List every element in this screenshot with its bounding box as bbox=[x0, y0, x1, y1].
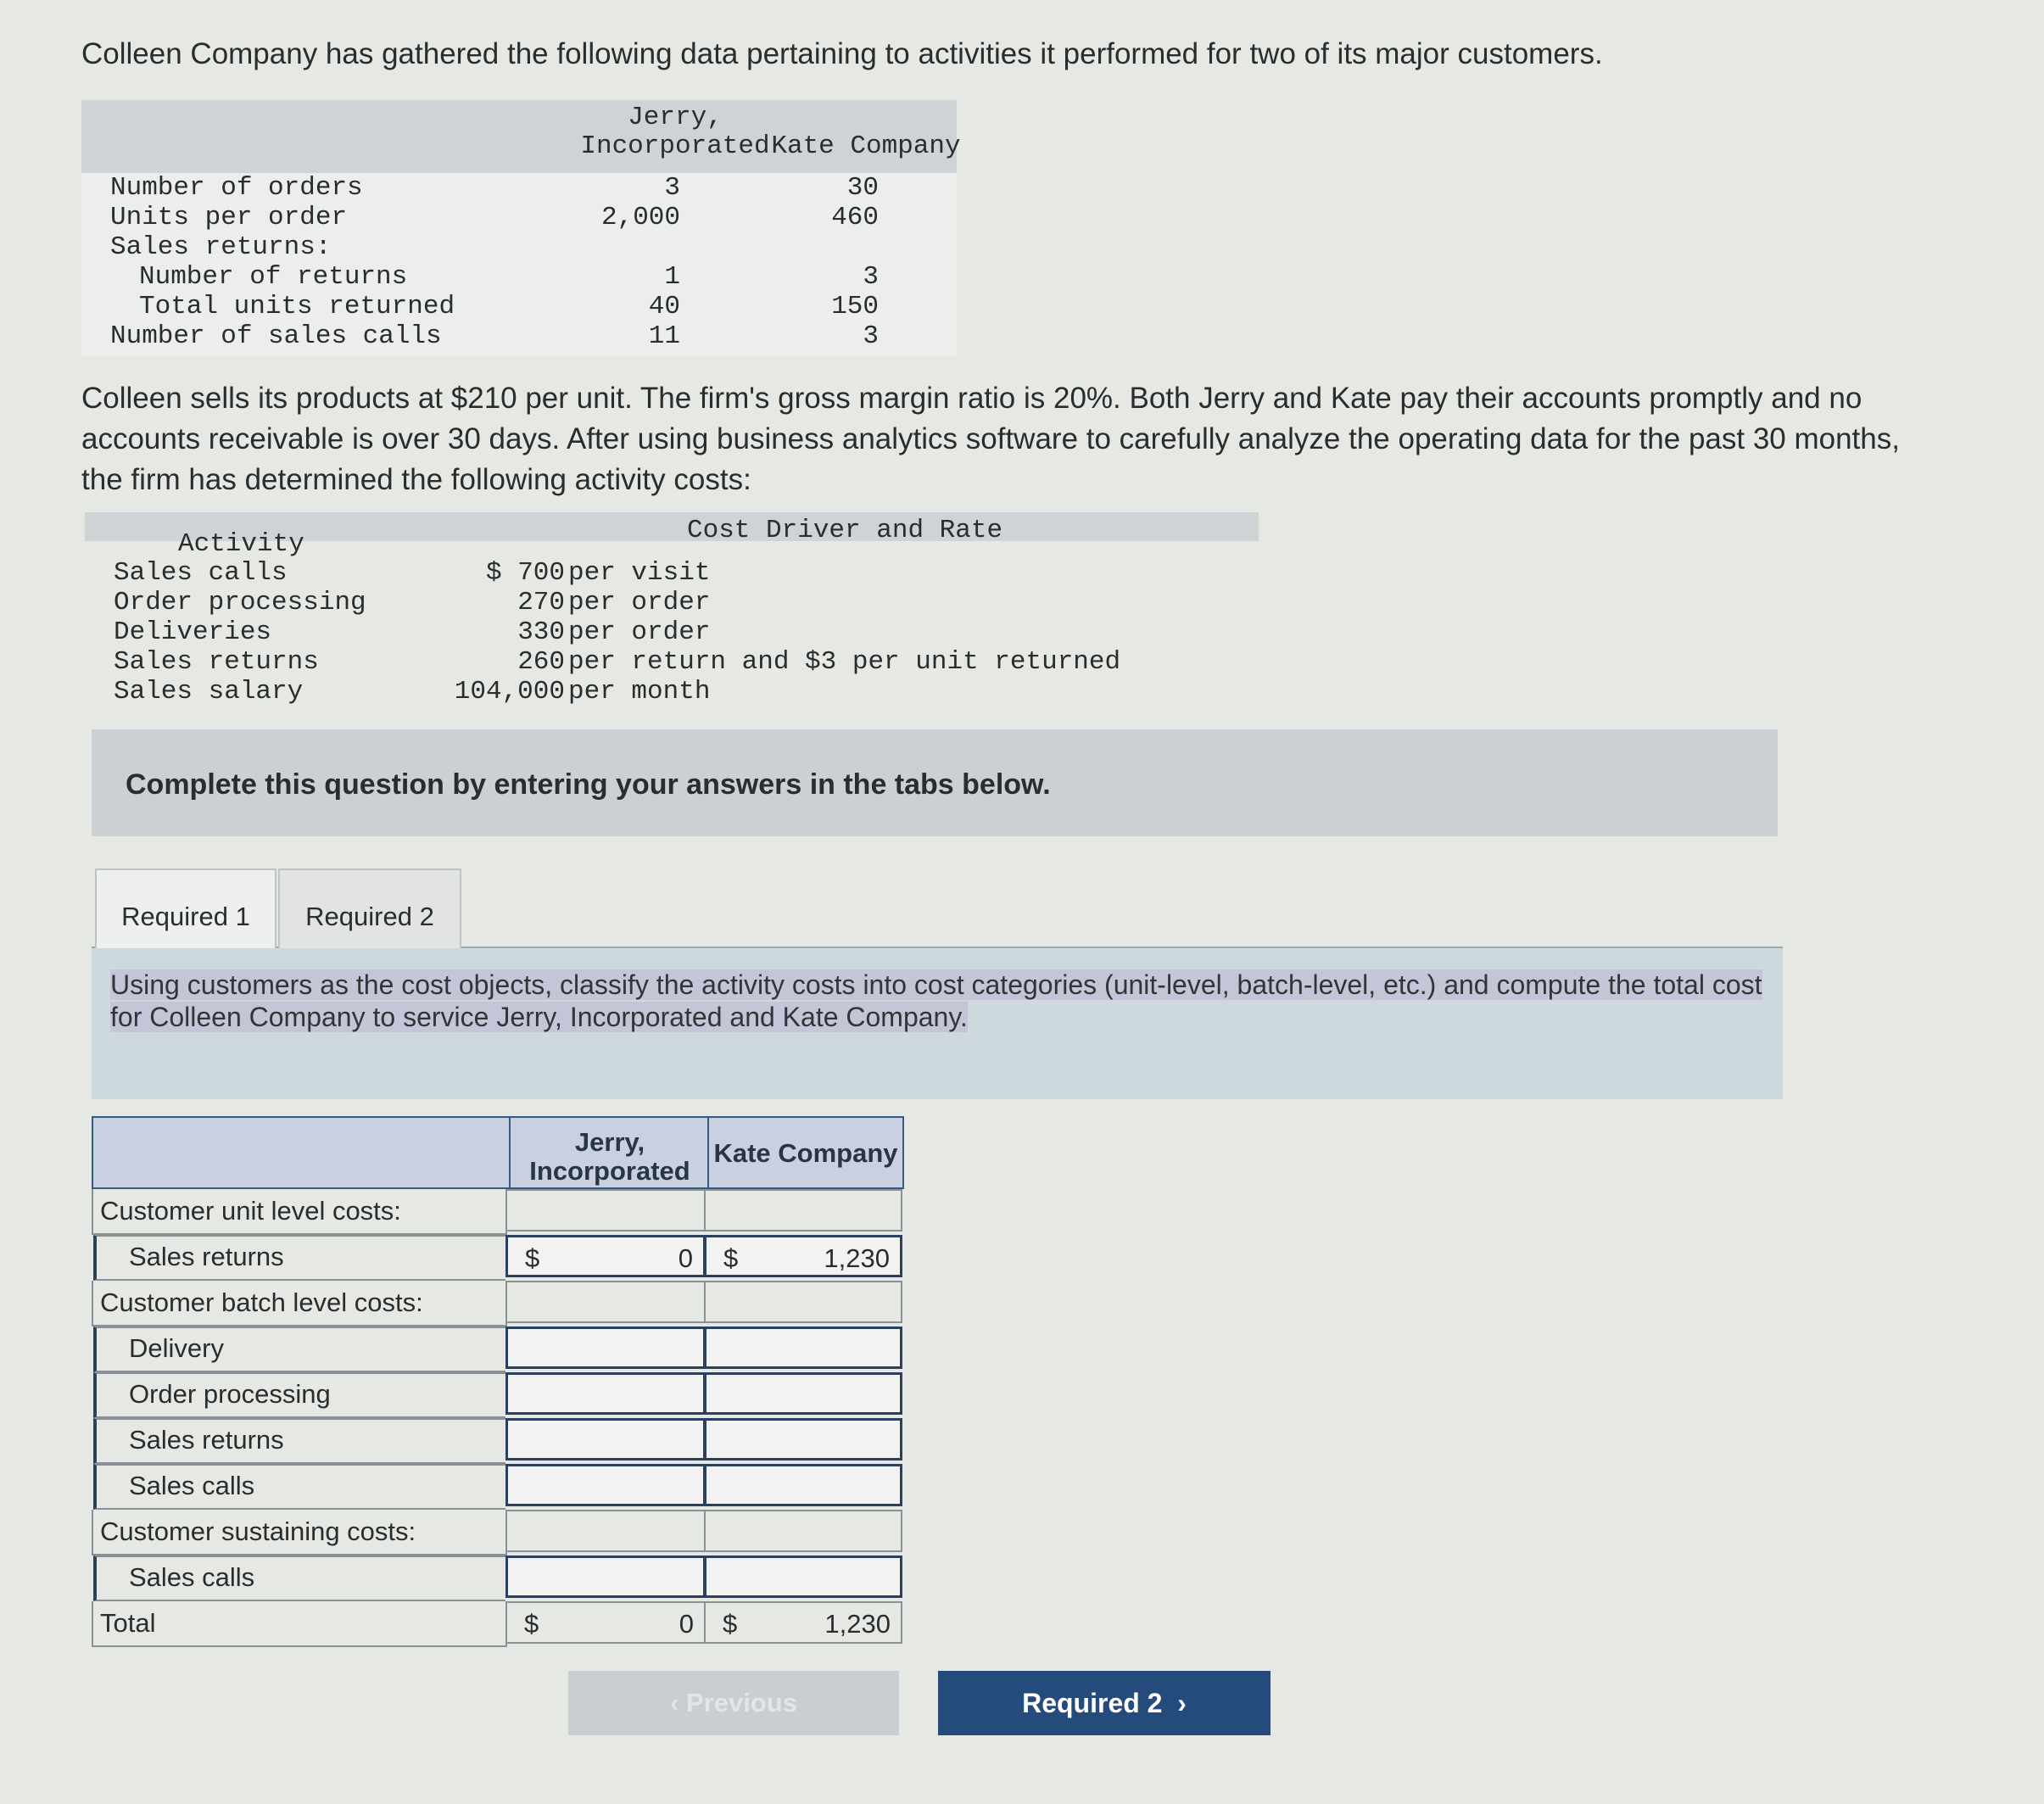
pricing-paragraph: Colleen sells its products at $210 per unit. The firm's gross margin ratio is 20%. Both Jerry and Kate pay their accounts promptly and no accounts receivable is over 30 days. After using business analytics software to carefully analyze the operating data for the past 30 months, the firm has determined the following activity costs: bbox=[81, 382, 1900, 496]
currency-symbol: $ bbox=[723, 1609, 738, 1639]
activity-label: Sales salary bbox=[114, 677, 304, 707]
kate-value: 1,230 bbox=[824, 1243, 890, 1273]
kate-input[interactable] bbox=[704, 1235, 902, 1277]
jerry-header-line2: Incorporated bbox=[580, 131, 770, 161]
rate-value: 270 bbox=[517, 588, 565, 617]
band-text: Complete this question by entering your answers in the tabs below. bbox=[126, 768, 1051, 801]
table-row bbox=[92, 1235, 904, 1281]
rate-value: $ 700 bbox=[485, 558, 565, 588]
kate-value: 30 bbox=[846, 173, 879, 203]
tab-required-1[interactable]: Required 1 bbox=[95, 868, 276, 963]
driver-text: per visit bbox=[568, 558, 711, 588]
required-2-button[interactable] bbox=[938, 1671, 1271, 1735]
section-row-sustaining bbox=[92, 1510, 904, 1555]
row-label: Sales calls bbox=[129, 1471, 255, 1500]
previous-button[interactable] bbox=[568, 1671, 899, 1735]
table-row bbox=[92, 1326, 904, 1372]
row-label: Sales returns bbox=[129, 1425, 284, 1455]
activity-label: Deliveries bbox=[114, 617, 272, 647]
row-label: Total units returned bbox=[139, 292, 455, 321]
jerry-column-header-line1: Jerry, bbox=[574, 1127, 645, 1157]
jerry-value: 0 bbox=[678, 1243, 693, 1273]
row-label: Sales returns: bbox=[110, 232, 332, 262]
intro-text: Colleen Company has gathered the following data pertaining to activities it performed for two of its major customers. bbox=[81, 37, 1603, 70]
customer-data-header bbox=[81, 100, 961, 173]
jerry-input[interactable] bbox=[505, 1464, 706, 1506]
previous-label: Previous bbox=[685, 1688, 797, 1717]
table-row bbox=[81, 232, 957, 262]
currency-symbol: $ bbox=[723, 1243, 739, 1273]
section-label: Customer sustaining costs: bbox=[100, 1516, 416, 1546]
row-label: Number of returns bbox=[139, 262, 408, 292]
table-row bbox=[85, 588, 1259, 617]
customer-data-table bbox=[81, 100, 961, 356]
driver-text: per order bbox=[568, 588, 711, 617]
section-row-batch bbox=[92, 1281, 904, 1326]
table-row bbox=[92, 1372, 904, 1418]
kate-input[interactable] bbox=[704, 1326, 902, 1369]
table-row bbox=[81, 173, 957, 203]
empty-cell bbox=[704, 1510, 902, 1552]
table-row bbox=[92, 1418, 904, 1464]
row-label: Number of sales calls bbox=[110, 321, 442, 351]
kate-input[interactable] bbox=[704, 1372, 902, 1415]
next-label: Required 2 bbox=[1022, 1688, 1163, 1718]
kate-header: Kate Company bbox=[771, 131, 961, 161]
table-row bbox=[81, 203, 957, 232]
answer-table-header bbox=[92, 1116, 904, 1189]
driver-text: per return and $3 per unit returned bbox=[568, 647, 1121, 677]
jerry-total-value: 0 bbox=[679, 1609, 694, 1639]
section-row-unit bbox=[92, 1189, 904, 1235]
row-label: Order processing bbox=[129, 1379, 331, 1409]
chevron-left-icon: ‹ bbox=[670, 1688, 686, 1717]
empty-cell bbox=[704, 1281, 902, 1323]
table-row bbox=[81, 292, 957, 321]
jerry-input[interactable] bbox=[505, 1418, 706, 1461]
activity-label: Sales calls bbox=[114, 558, 288, 588]
jerry-input[interactable] bbox=[505, 1555, 706, 1598]
activity-label: Sales returns bbox=[114, 647, 319, 677]
currency-symbol: $ bbox=[525, 1243, 540, 1273]
jerry-total bbox=[505, 1601, 706, 1644]
kate-total bbox=[704, 1601, 902, 1644]
section-label: Customer unit level costs: bbox=[100, 1196, 401, 1226]
activity-cost-header bbox=[85, 512, 1259, 559]
cost-driver-header: Cost Driver and Rate bbox=[687, 516, 1003, 545]
table-row bbox=[85, 677, 1259, 707]
table-row bbox=[92, 1555, 904, 1601]
row-label: Sales calls bbox=[129, 1562, 255, 1592]
kate-input[interactable] bbox=[704, 1555, 902, 1598]
question-prompt bbox=[110, 969, 1773, 1033]
rate-value: 330 bbox=[517, 617, 565, 647]
table-row bbox=[85, 558, 1259, 588]
rate-value: 104,000 bbox=[454, 677, 565, 707]
jerry-header bbox=[573, 103, 777, 161]
table-row bbox=[85, 617, 1259, 647]
kate-value: 150 bbox=[831, 292, 879, 321]
total-row bbox=[92, 1601, 904, 1647]
kate-total-value: 1,230 bbox=[824, 1609, 891, 1639]
chevron-right-icon: › bbox=[1162, 1688, 1187, 1718]
empty-cell bbox=[505, 1189, 706, 1232]
jerry-input[interactable] bbox=[505, 1326, 706, 1369]
driver-text: per order bbox=[568, 617, 711, 647]
jerry-value: 3 bbox=[664, 173, 680, 203]
section-label: Customer batch level costs: bbox=[100, 1287, 423, 1317]
empty-cell bbox=[704, 1189, 902, 1232]
kate-value: 3 bbox=[863, 262, 879, 292]
activity-label: Order processing bbox=[114, 588, 366, 617]
jerry-column-header bbox=[511, 1128, 709, 1186]
jerry-value: 11 bbox=[648, 321, 680, 351]
jerry-value: 2,000 bbox=[600, 203, 680, 232]
activity-cost-table bbox=[85, 512, 1259, 707]
table-row bbox=[81, 321, 957, 351]
table-row bbox=[92, 1464, 904, 1510]
kate-value: 460 bbox=[831, 203, 879, 232]
kate-value: 3 bbox=[863, 321, 879, 351]
table-row bbox=[85, 647, 1259, 677]
jerry-value: 1 bbox=[664, 262, 680, 292]
total-label: Total bbox=[100, 1608, 156, 1638]
jerry-input[interactable] bbox=[505, 1372, 706, 1415]
tab-required-2[interactable]: Required 2 bbox=[278, 868, 461, 963]
instruction-band bbox=[92, 729, 1778, 836]
kate-input[interactable] bbox=[704, 1418, 902, 1461]
empty-cell bbox=[505, 1281, 706, 1323]
jerry-input[interactable] bbox=[505, 1235, 706, 1277]
driver-text: per month bbox=[568, 677, 711, 707]
row-label: Number of orders bbox=[110, 173, 363, 203]
jerry-column-header-line2: Incorporated bbox=[529, 1156, 690, 1186]
empty-cell bbox=[505, 1510, 706, 1552]
question-prompt-text: Using customers as the cost objects, classify the activity costs into cost categories (unit-level, batch-level, etc.) and compute the total cost for Colleen Company to service Jerry, Incorporated and Kate Company. bbox=[110, 969, 1762, 1032]
kate-input[interactable] bbox=[704, 1464, 902, 1506]
rate-value: 260 bbox=[517, 647, 565, 677]
currency-symbol: $ bbox=[524, 1609, 539, 1639]
jerry-value: 40 bbox=[648, 292, 680, 321]
customer-data-body bbox=[81, 173, 957, 356]
jerry-header-line1: Jerry, bbox=[628, 103, 723, 132]
row-label: Units per order bbox=[110, 203, 348, 232]
row-label: Sales returns bbox=[129, 1242, 284, 1271]
kate-column-header: Kate Company bbox=[713, 1138, 898, 1168]
row-label: Delivery bbox=[129, 1333, 224, 1363]
activity-header: Activity bbox=[178, 529, 304, 559]
table-row bbox=[81, 262, 957, 292]
question-prompt-box bbox=[92, 948, 1783, 1099]
